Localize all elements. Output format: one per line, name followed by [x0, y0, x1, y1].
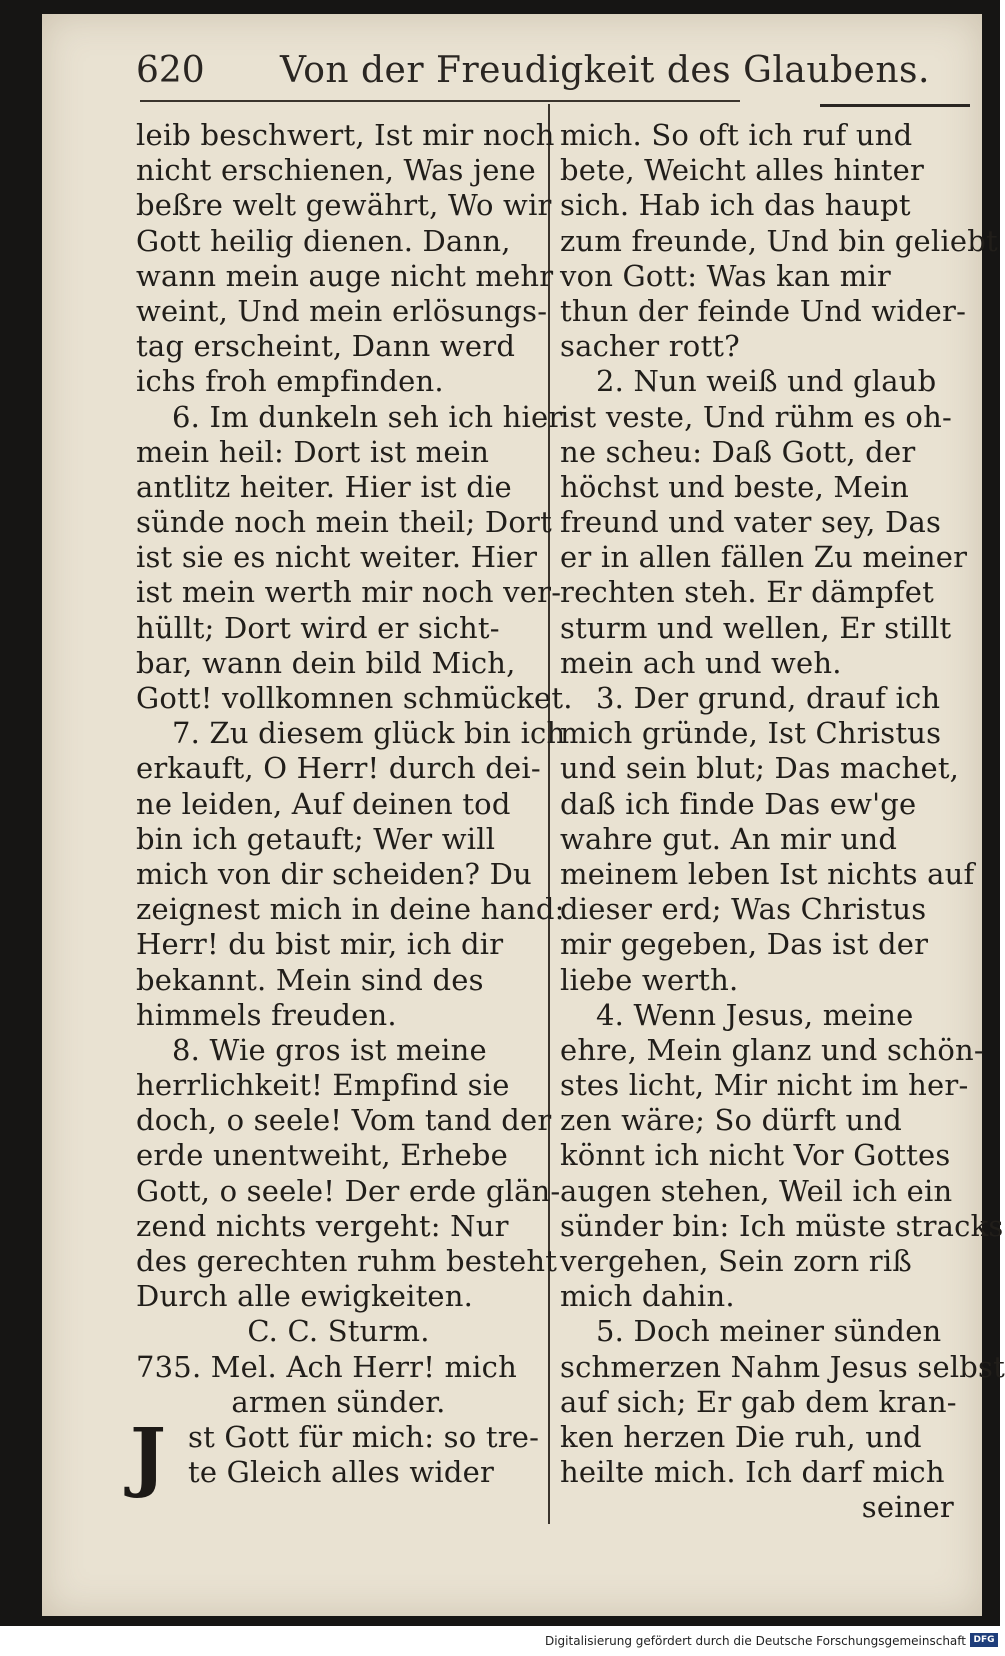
text-line: erde unentweiht, Erhebe [136, 1138, 509, 1173]
text-line: stes licht, Mir nicht im her- [560, 1068, 969, 1103]
right-column [560, 118, 1005, 1526]
text-line: sacher rott? [560, 329, 740, 364]
text-line: doch, o seele! Vom tand der [136, 1103, 552, 1138]
funding-credit: Digitalisierung gefördert durch die Deutsche Forschungsgemeinschaft [544, 1634, 966, 1648]
text-line: schmerzen Nahm Jesus selbst [560, 1349, 1005, 1384]
text-line: sünder bin: Ich müste stracks [560, 1208, 1004, 1243]
text-line: heilte mich. Ich darf mich [560, 1455, 945, 1490]
text-line: sich. Hab ich das haupt [560, 188, 911, 223]
text-line: Gott heilig dienen. Dann, [136, 223, 511, 258]
drop-cap: J [130, 1410, 167, 1500]
text-line: himmels freuden. [136, 997, 397, 1032]
text-line: daß ich finde Das ew'ge [560, 786, 917, 821]
verse-start: 3. Der grund, drauf ich [596, 681, 941, 715]
text-line: ist mein werth mir noch ver- [136, 575, 562, 610]
text-line: zeignest mich in deine hand: [136, 892, 565, 927]
catchword: seiner [861, 1490, 954, 1525]
text-line: ne scheu: Daß Gott, der [560, 434, 916, 469]
text-line: auf sich; Er gab dem kran- [560, 1384, 957, 1419]
text-line: leib beschwert, Ist mir noch [136, 118, 555, 152]
text-line: weint, Und mein erlösungs- [136, 293, 548, 328]
text-line: rechten steh. Er dämpfet [560, 575, 934, 610]
left-column [130, 118, 573, 1500]
digitization-footer [0, 1626, 1000, 1656]
text-line: te Gleich alles wider [188, 1455, 495, 1490]
header-rule [140, 100, 740, 102]
text-line: freund und vater sey, Das [560, 505, 942, 540]
text-line: mein heil: Dort ist mein [136, 434, 490, 469]
hymn-number-melody: 735. Mel. Ach Herr! mich [136, 1349, 517, 1384]
verse-start: 4. Wenn Jesus, meine [596, 997, 914, 1032]
text-line: hüllt; Dort wird er sicht- [136, 610, 500, 645]
text-line: mich gründe, Ist Christus [560, 716, 942, 751]
text-line: mich dahin. [560, 1279, 735, 1314]
text-line: zend nichts vergeht: Nur [136, 1208, 509, 1243]
dfg-logo: DFG [970, 1633, 998, 1647]
text-line: sünde noch mein theil; Dort [136, 505, 552, 540]
text-line: sturm und wellen, Er stillt [560, 610, 952, 645]
text-line: mir gegeben, Das ist der [560, 927, 929, 962]
text-line: bin ich getauft; Wer will [136, 821, 496, 856]
text-line: erkauft, O Herr! durch dei- [136, 751, 541, 786]
text-line: herrlichkeit! Empfind sie [136, 1068, 510, 1103]
verse-start: 5. Doch meiner sünden [596, 1314, 942, 1349]
text-line: des gerechten ruhm besteht [136, 1244, 558, 1278]
hymn-second-line [136, 1455, 541, 1490]
text-line: nicht erschienen, Was jene [136, 153, 536, 188]
text-line: ehre, Mein glanz und schön- [560, 1032, 984, 1067]
text-line: antlitz heiter. Hier ist die [136, 469, 512, 504]
text-line: bekannt. Mein sind des [136, 962, 484, 997]
text-line: von Gott: Was kan mir [560, 258, 891, 293]
text-line: Gott! vollkomnen schmücket. [136, 681, 573, 715]
verse-start: 8. Wie gros ist meine [172, 1032, 487, 1067]
text-line: ist sie es nicht weiter. Hier [136, 540, 538, 575]
author-signature: C. C. Sturm. [247, 1314, 430, 1349]
text-line: und sein blut; Das machet, [560, 751, 960, 786]
text-line: meinem leben Ist nichts auf [560, 856, 975, 891]
text-line: augen stehen, Weil ich ein [560, 1173, 953, 1208]
text-line: mich von dir scheiden? Du [136, 856, 532, 891]
text-line: er in allen fällen Zu meiner [560, 540, 968, 575]
text-line: Gott, o seele! Der erde glän- [136, 1173, 561, 1208]
text-line: thun der feinde Und wider- [560, 293, 967, 328]
verse-start: 2. Nun weiß und glaub [596, 364, 937, 399]
text-line: Herr! du bist mir, ich dir [136, 927, 504, 962]
verse-start: 7. Zu diesem glück bin ich [172, 716, 566, 751]
text-line: beßre welt gewährt, Wo wir [136, 188, 552, 223]
text-line: mich. So oft ich ruf und [560, 118, 913, 152]
text-line: könnt ich nicht Vor Gottes [560, 1138, 951, 1173]
text-line: bar, wann dein bild Mich, [136, 645, 516, 680]
text-line: liebe werth. [560, 962, 739, 997]
verse-start: 6. Im dunkeln seh ich hier [172, 399, 563, 434]
text-line: bete, Weicht alles hinter [560, 153, 925, 188]
text-line: ne leiden, Auf deinen tod [136, 786, 511, 821]
page-number: 620 [136, 50, 205, 91]
column-divider [548, 104, 550, 1524]
text-line: ichs froh empfinden. [136, 364, 444, 399]
text-line: st Gott für mich: so tre- [188, 1419, 540, 1454]
text-line: höchst und beste, Mein [560, 469, 910, 504]
hymn-melody-cont: armen sünder. [231, 1384, 446, 1419]
text-line: zum freunde, Und bin geliebt [560, 223, 998, 258]
text-line: vergehen, Sein zorn riß [560, 1244, 912, 1278]
text-line: dieser erd; Was Christus [560, 892, 927, 927]
text-line: ist veste, Und rühm es oh- [560, 399, 952, 434]
running-header [92, 40, 930, 100]
text-line: wahre gut. An mir und [560, 821, 898, 856]
running-title: Von der Freudigkeit des Glaubens. [280, 50, 930, 91]
text-line: ken herzen Die ruh, und [560, 1419, 922, 1454]
text-line: mein ach und weh. [560, 645, 842, 680]
text-line: zen wäre; So dürft und [560, 1103, 903, 1138]
header-rule-right [820, 104, 970, 107]
text-line: Durch alle ewigkeiten. [136, 1279, 474, 1314]
text-line: tag erscheint, Dann werd [136, 329, 516, 364]
text-line: wann mein auge nicht mehr [136, 258, 554, 293]
